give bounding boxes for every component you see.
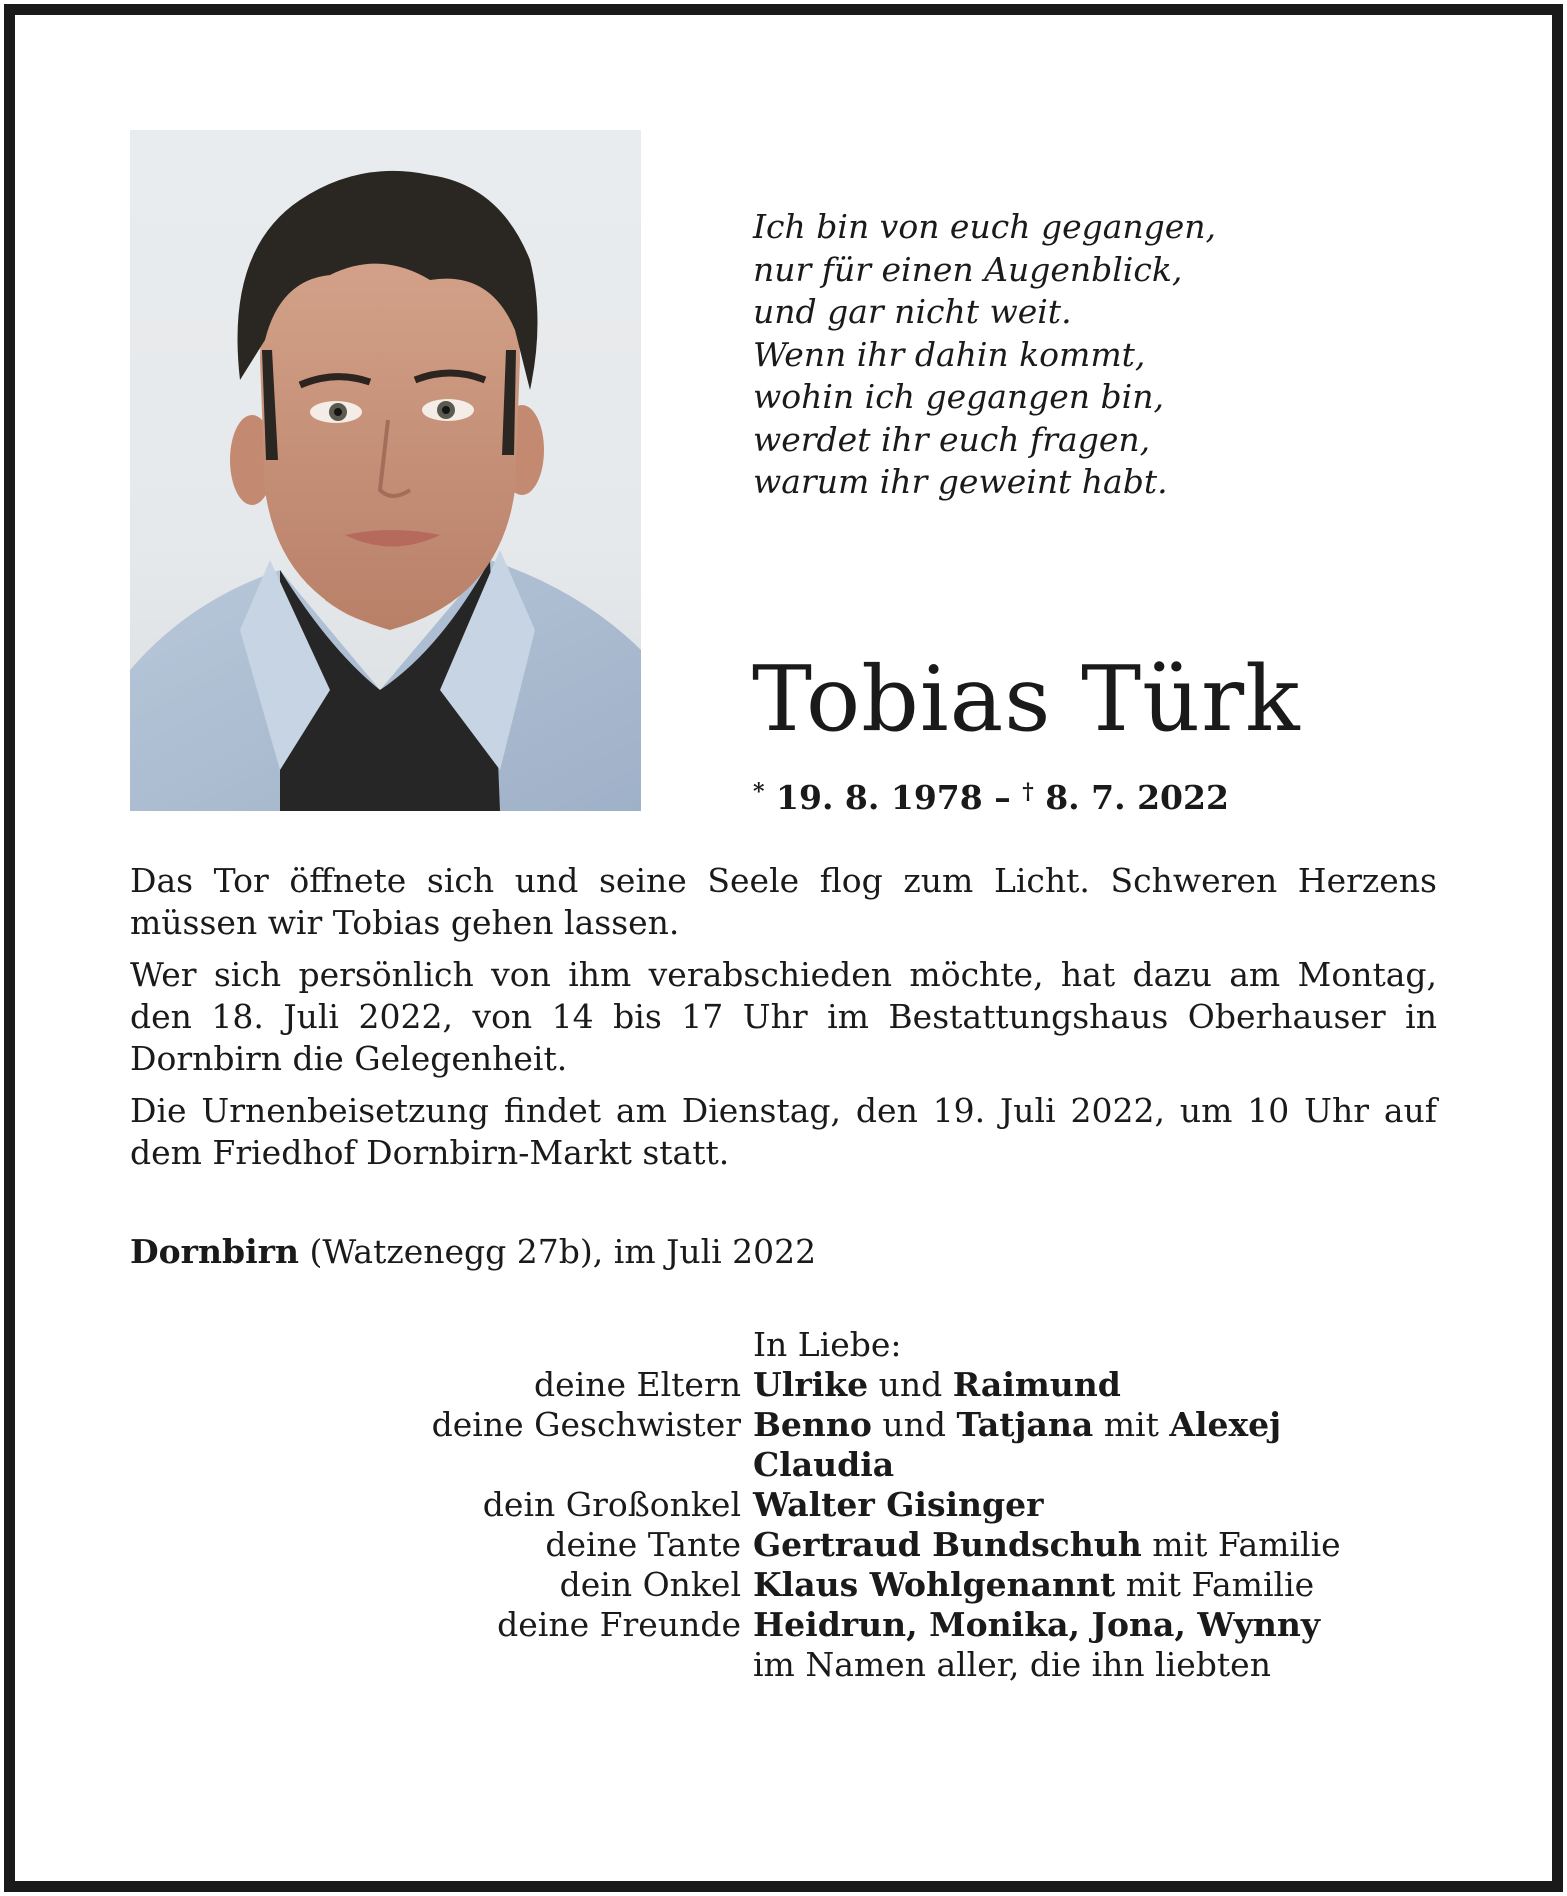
mourners-intro: In Liebe:	[753, 1325, 902, 1364]
mourner-suffix: mit Familie	[1125, 1565, 1315, 1604]
portrait-illustration	[130, 130, 641, 811]
birth-date: 19. 8. 1978	[776, 778, 983, 817]
mourner-row	[130, 1605, 1437, 1645]
mourner-name: Raimund	[952, 1365, 1121, 1404]
mourner-name: Ulrike	[753, 1365, 869, 1404]
mourner-name: Heidrun, Monika, Jona, Wynny	[753, 1605, 1321, 1644]
mourners-closing: im Namen aller, die ihn liebten	[753, 1645, 1271, 1684]
mourner-name: Alexej	[1169, 1405, 1282, 1444]
poem-line: wohin ich gegangen bin,	[753, 377, 1164, 416]
mourner-row	[130, 1645, 1437, 1685]
mourner-name: Benno	[753, 1405, 872, 1444]
poem-line: und gar nicht weit.	[753, 292, 1072, 331]
relation-label: deine Eltern	[534, 1365, 741, 1404]
relation-label: dein Onkel	[559, 1565, 741, 1604]
poem-line: Ich bin von euch gegangen,	[753, 207, 1217, 246]
poem	[753, 206, 1216, 504]
mourner-names	[753, 1445, 894, 1485]
mourner-names	[753, 1405, 1281, 1445]
mourner-name: Tatjana	[956, 1405, 1094, 1444]
mourner-names	[753, 1525, 1341, 1565]
poem-line: Wenn ihr dahin kommt,	[753, 334, 1146, 374]
mourner-name: Klaus Wohlgenannt	[753, 1565, 1116, 1604]
mourner-row	[130, 1485, 1437, 1525]
mourner-row	[130, 1525, 1437, 1565]
life-dates	[753, 778, 1229, 817]
place-city: Dornbirn	[130, 1232, 299, 1271]
mourner-suffix: mit Familie	[1152, 1525, 1341, 1564]
mourner-names	[753, 1485, 1044, 1525]
mourner-row	[130, 1565, 1437, 1605]
relation-label: deine Tante	[545, 1525, 741, 1564]
conjunction: mit	[1103, 1405, 1159, 1444]
paragraph-burial: Die Urnenbeisetzung findet am Dienstag, den 19. Juli 2022, um 10 Uhr auf dem Friedhof Dornbirn-Markt statt.	[130, 1091, 1437, 1172]
conjunction: und	[882, 1405, 947, 1444]
mourner-names	[753, 1605, 1320, 1645]
mourner-names	[753, 1565, 1314, 1605]
poem-line: werdet ihr euch fragen,	[753, 419, 1151, 459]
relation-label: deine Freunde	[497, 1605, 741, 1644]
date-separator: –	[994, 778, 1011, 817]
mourner-name: Walter Gisinger	[753, 1485, 1044, 1524]
relation-label	[130, 1645, 753, 1685]
conjunction: und	[878, 1365, 943, 1404]
poem-line: nur für einen Augenblick,	[753, 249, 1183, 289]
mourners-list	[130, 1325, 1437, 1685]
birth-mark: *	[753, 779, 765, 805]
mourner-row	[130, 1405, 1437, 1445]
relation-label: deine Geschwister	[431, 1405, 741, 1444]
deceased-name: Tobias Türk	[752, 647, 1301, 752]
portrait-photo	[130, 130, 641, 811]
death-mark: †	[1022, 779, 1034, 805]
paragraph-farewell: Das Tor öffnete sich und seine Seele flog zum Licht. Schweren Herzens müssen wir Tobias gehen lassen.	[130, 861, 1437, 942]
mourner-names	[753, 1365, 1121, 1405]
relation-label	[130, 1445, 753, 1485]
paragraph-viewing: Wer sich persönlich von ihm verabschieden möchte, hat dazu am Montag, den 18. Juli 2022, von 14 bis 17 Uhr im Bestattungshaus Oberhauser in Dornbirn die Gelegenheit.	[130, 955, 1437, 1078]
place-and-date	[130, 1232, 816, 1271]
mourner-name: Gertraud Bundschuh	[753, 1525, 1142, 1564]
mourner-name: Claudia	[753, 1445, 895, 1484]
place-detail: (Watzenegg 27b), im Juli 2022	[309, 1232, 817, 1271]
obituary-text	[130, 860, 1437, 1184]
mourner-row	[130, 1445, 1437, 1485]
poem-line: warum ihr geweint habt.	[753, 462, 1168, 501]
mourner-row	[130, 1365, 1437, 1405]
death-date: 8. 7. 2022	[1045, 778, 1229, 817]
relation-label: dein Großonkel	[482, 1485, 741, 1524]
